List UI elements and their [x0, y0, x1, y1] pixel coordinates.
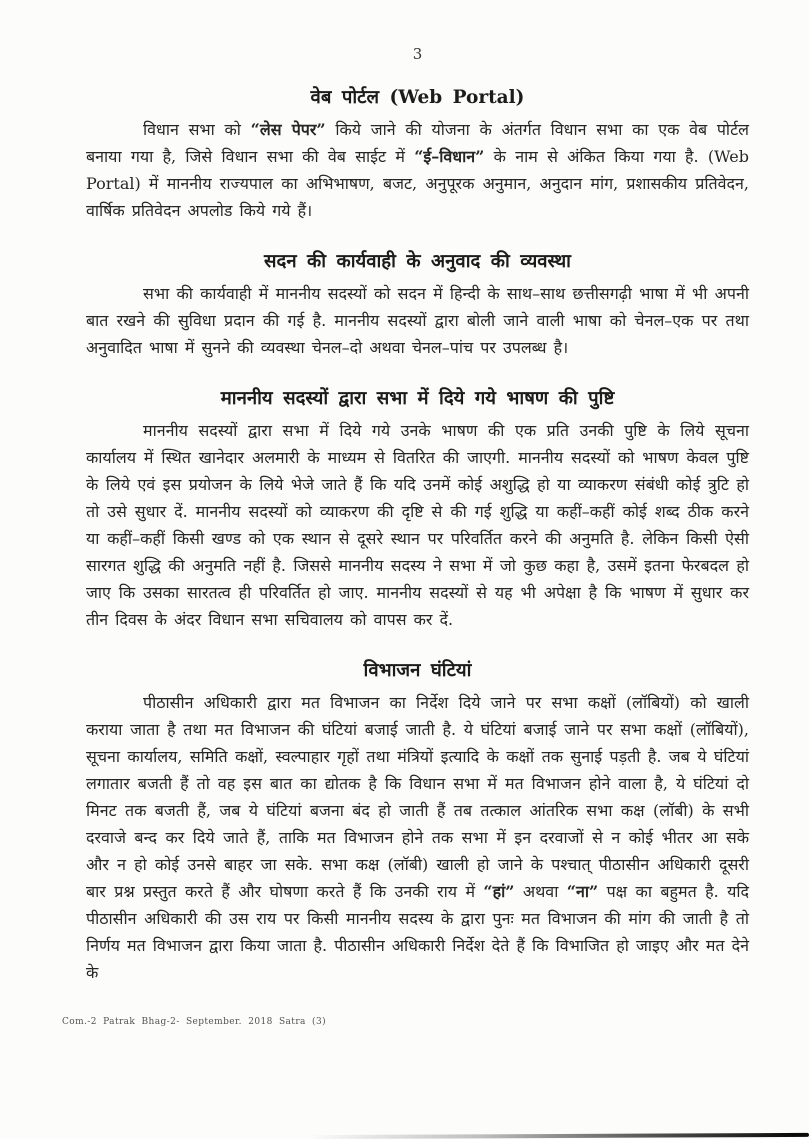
section-heading-speech-confirmation: माननीय सदस्यों द्वारा सभा में दिये गये भाषण की पुष्टि: [220, 388, 615, 409]
footer-imprint: Com.-2 Patrak Bhag-2- September. 2018 Satra (3): [62, 1017, 326, 1027]
section-heading-division-bells: विभाजन घंटियां: [363, 660, 472, 681]
section-heading-web-portal: वेब पोर्टल (Web Portal): [310, 87, 525, 108]
section-paragraph-web-portal: विधान सभा को “लेस पेपर” किये जाने की योजना के अंतर्गत विधान सभा का एक वेब पोर्टल बनाया गया है, जिसे विधान सभा की वेब साईट में “ई–विधान” के नाम से अंकित किया गया है. (Web Portal) में माननीय राज्यपाल का अभिभाषण, बजट, अनुपूरक अनुमान, अनुदान मांग, प्रशासकीय प्रतिवेदन, वार्षिक प्रतिवेदन अपलोड किये गये हैं।: [86, 120, 749, 220]
scan-artifact-line: [309, 1133, 809, 1139]
section-heading-translation-arrangement: सदन की कार्यवाही के अनुवाद की व्यवस्था: [264, 251, 571, 272]
section-paragraph-division-bells: पीठासीन अधिकारी द्वारा मत विभाजन का निर्देश दिये जाने पर सभा कक्षों (लॉबियों) को खाली कराया जाता है तथा मत विभाजन की घंटियां बजाई जाती है. ये घंटियां बजाई जाने पर सभा कक्षों (लॉबियों), सूचना कार्यालय, समिति कक्षों, स्वल्पाहार गृहों तथा मंत्रियों इत्यादि के कक्षों तक सुनाई पड़ती है. जब ये घंटियां लगातार बजती हैं तो वह इस बात का द्योतक है कि विधान सभा में मत विभाजन होने वाला है, ये घंटियां दो मिनट तक बजती हैं, जब ये घंटियां बजना बंद हो जाती हैं तब तत्काल आंतरिक सभा कक्ष (लॉबी) के सभी दरवाजे बन्द कर दिये जाते हैं, ताकि मत विभाजन होने तक सभा में इन दरवाजों से न कोई भीतर आ सके और न हो कोई उनसे बाहर जा सके. सभा कक्ष (लॉबी) खाली हो जाने के पश्चात् पीठासीन अधिकारी दूसरी बार प्रश्न प्रस्तुत करते हैं और घोषणा करते हैं कि उनकी राय में “हां” अथवा “ना” पक्ष का बहुमत है. यदि पीठासीन अधिकारी की उस राय पर किसी माननीय सदस्य के द्वारा पुनः मत विभाजन की मांग की जाती है तो निर्णय मत विभाजन द्वारा किया जाता है. पीठासीन अधिकारी निर्देश देते हैं कि विभाजित हो जाइए और मत देने के: [86, 693, 749, 982]
page-number: 3: [412, 45, 423, 63]
section-paragraph-speech-confirmation: माननीय सदस्यों द्वारा सभा में दिये गये उनके भाषण की एक प्रति उनकी पुष्टि के लिये सूचना कार्यालय में स्थित खानेदार अलमारी के माध्यम से वितरित की जाएगी. माननीय सदस्यों को भाषण केवल पुष्टि के लिये एवं इस प्रयोजन के लिये भेजे जाते हैं कि यदि उनमें कोई अशुद्धि हो या व्याकरण संबंधी कोई त्रुटि हो तो उसे सुधार दें. माननीय सदस्यों को व्याकरण की दृष्टि से की गई शुद्धि या कहीं–कहीं कोई शब्द ठीक करने या कहीं–कहीं किसी खण्ड को एक स्थान से दूसरे स्थान पर परिवर्तित करने की अनुमति है. लेकिन किसी ऐसी सारगत शुद्धि की अनुमति नहीं है. जिससे माननीय सदस्य ने सभा में जो कुछ कहा है, उसमें इतना फेरबदल हो जाए कि उसका सारतत्व ही परिवर्तित हो जाए. माननीय सदस्यों से यह भी अपेक्षा है कि भाषण में सुधार कर तीन दिवस के अंदर विधान सभा सचिवालय को वापस कर दें.: [86, 421, 749, 629]
section-paragraph-translation-arrangement: सभा की कार्यवाही में माननीय सदस्यों को सदन में हिन्दी के साथ–साथ छत्तीसगढ़ी भाषा में भी अपनी बात रखने की सुविधा प्रदान की गई है. माननीय सदस्यों द्वारा बोली जाने वाली भाषा को चेनल–एक पर तथा अनुवादित भाषा में सुनने की व्यवस्था चेनल–दो अथवा चेनल–पांच पर उपलब्ध है।: [86, 284, 749, 357]
